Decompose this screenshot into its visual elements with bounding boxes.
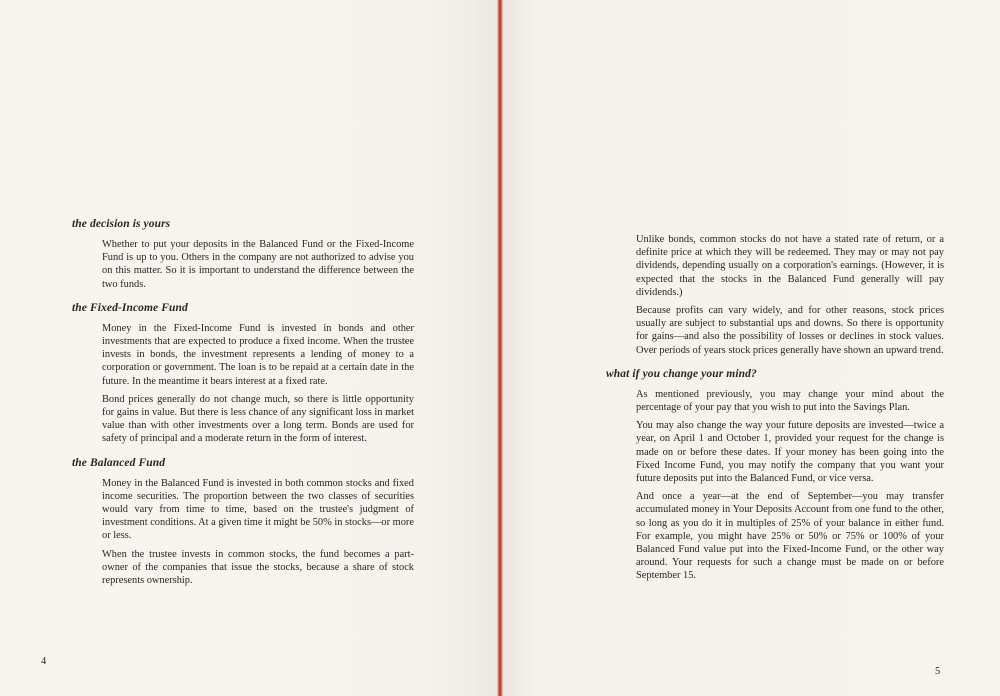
section-heading: what if you change your mind?	[606, 367, 757, 380]
page-number: 4	[41, 656, 47, 667]
paragraph: Money in the Fixed-Income Fund is invested in bonds and other investments that are expected to produce a fixed income. When the trustee invests in bonds, the investment represents a lending of money to a corporation or government. The loan is to be repaid at a certain date in the future. In the meantime it bears interest at a fixed rate.	[102, 322, 414, 387]
left-page-content	[72, 218, 414, 598]
paragraph: Bond prices generally do not change much, so there is little opportunity for gains in value. But there is less chance of any significant loss in market value than with other investments over a long term. Bonds are used for safety of principal and a moderate return in the form of interest.	[102, 393, 414, 445]
book-gutter	[497, 0, 503, 696]
paragraph: Whether to put your deposits in the Balanced Fund or the Fixed-Income Fund is up to you. Others in the company are not authorized to advise you on this matter. So it is important to understand the difference between the two funds.	[102, 239, 414, 290]
paragraph: When the trustee invests in common stocks, the fund becomes a part-owner of the companies that issue the stocks, because a share of stock represents ownership.	[102, 548, 414, 587]
section-decision	[72, 218, 414, 291]
section-change-your-mind	[606, 368, 944, 583]
paragraph: As mentioned previously, you may change your mind about the percentage of your pay that you wish to put into the Savings Plan.	[636, 388, 944, 414]
section-heading: the decision is yours	[72, 218, 171, 230]
page-number: 5	[935, 666, 941, 677]
paragraph: Money in the Balanced Fund is invested in both common stocks and fixed income securities. The proportion between the two classes of securities would vary from time to time, based on the trustee's judgment of investment conditions. At a given time it might be 50% in stocks—or more or less.	[102, 477, 414, 542]
section-balanced-fund	[72, 457, 414, 588]
paragraph: You may also change the way your future deposits are invested—twice a year, on April 1 and October 1, provided your request for the change is made on or before these dates. If your money has been going into the Fixed Income Fund, you may notify the company that you want your future deposits put into the Balanced Fund, or vice versa.	[636, 420, 944, 485]
paragraph: And once a year—at the end of September—you may transfer accumulated money in Your Deposits Account from one fund to the other, so long as you do it in multiples of 25% of your balance in either fund. For example, you might have 25% or 50% or 75% or 100% of your Balanced Fund value put into the Fixed-Income Fund, or the other way around. Your requests for such a change must be made on or before September 15.	[636, 491, 944, 582]
section-heading: the Fixed-Income Fund	[72, 301, 188, 314]
section-fixed-income-fund	[72, 302, 414, 446]
right-page-content	[606, 233, 944, 594]
section-heading: the Balanced Fund	[72, 456, 166, 469]
paragraph: Unlike bonds, common stocks do not have a stated rate of return, or a definite price at which they will be redeemed. They may or may not pay dividends, depending usually on a corporation's earnings. (However, it is expected that the stocks in the Balanced Fund generally will pay dividends.)	[636, 234, 944, 298]
section-stocks-continued	[606, 233, 944, 357]
paragraph: Because profits can vary widely, and for other reasons, stock prices usually are subject to substantial ups and downs. So there is opportunity for gains—and also the possibility of losses or declines in stock values. Over periods of years stock prices generally have shown an upward trend.	[636, 305, 944, 356]
